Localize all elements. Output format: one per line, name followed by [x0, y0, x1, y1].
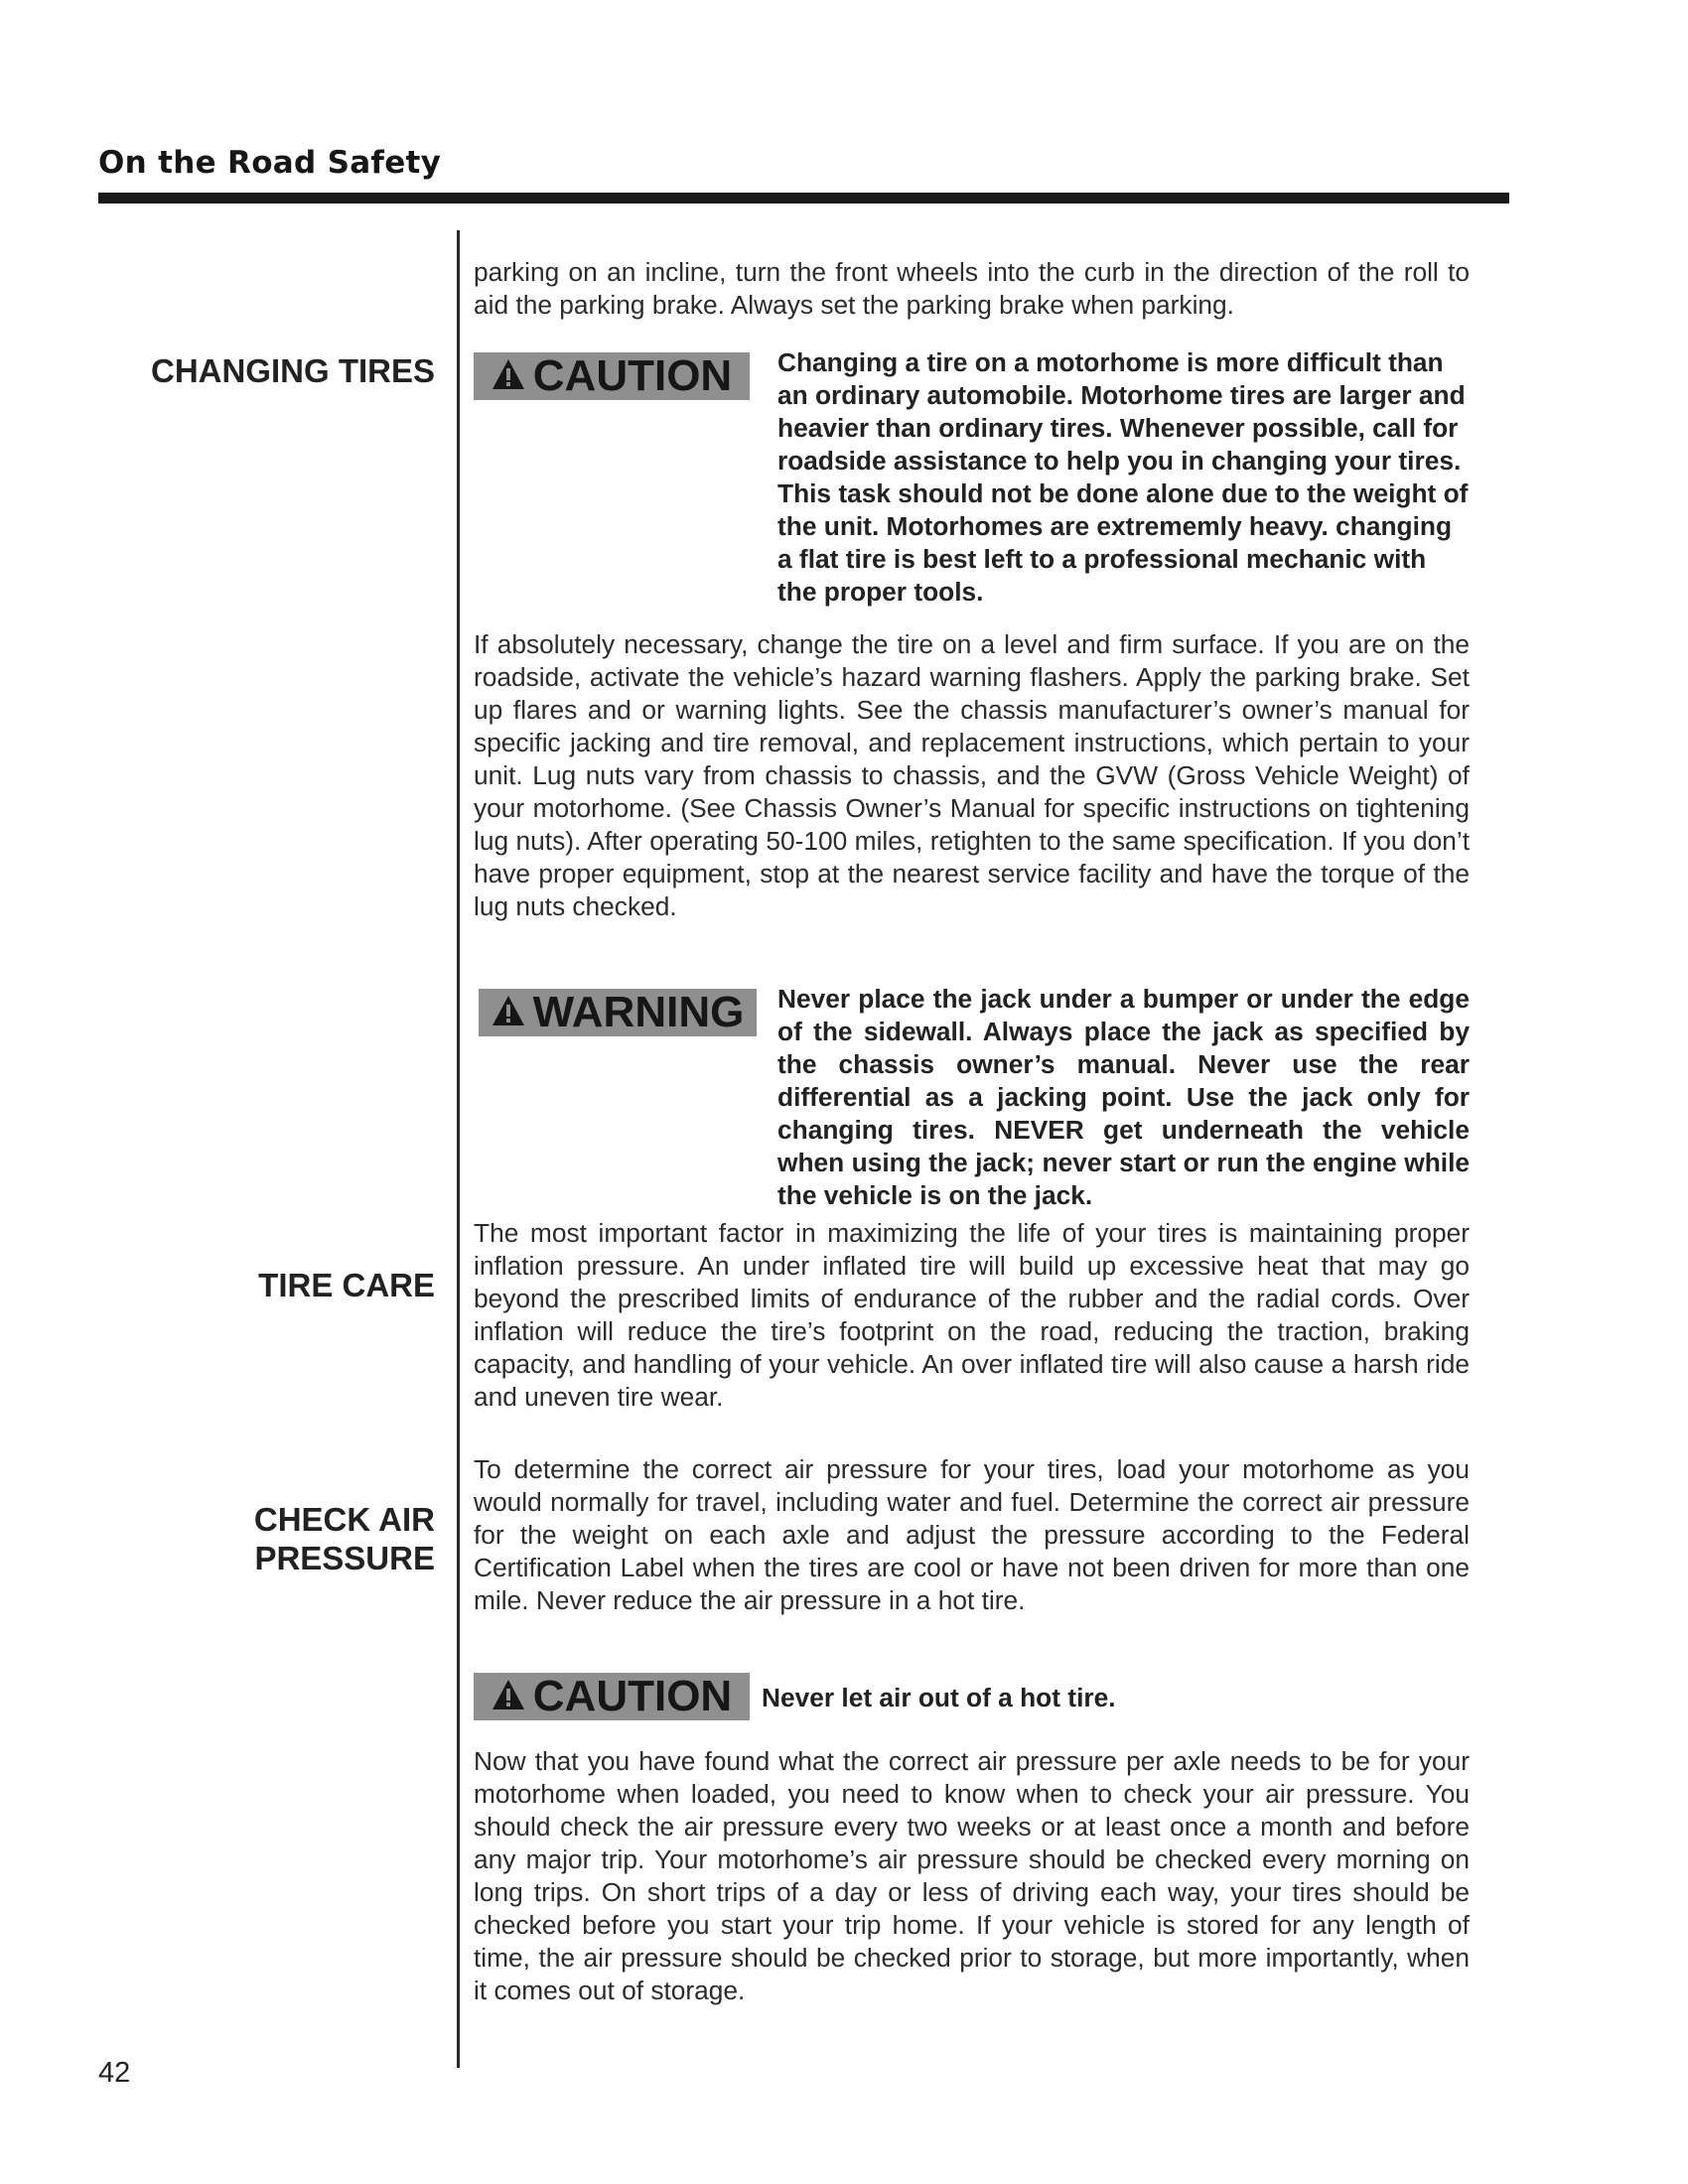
- section-heading-tire-care: TIRE CARE: [258, 1267, 435, 1303]
- warning-label: WARNING: [532, 988, 745, 1036]
- section-heading-line: PRESSURE: [254, 1540, 435, 1576]
- warning-triangle-icon: [492, 1675, 525, 1718]
- caution-label: CAUTION: [532, 1672, 733, 1720]
- page-number: 42: [98, 2057, 131, 2089]
- paragraph-check-schedule: Now that you have found what the correct air pressure per axle needs to be for your motorhome when loaded, you need to know when to check your air pressure. You should check the air pressure every two weeks or at least once a month and before any major trip. Your motorhome’s air pressure should be checked every morning on long trips. On short trips of a day or less of driving each way, your tires should be checked before you start your trip home. If your vehicle is stored for any length of time, the air pressure should be checked prior to storage, but more importantly, when it comes out of storage.: [474, 1746, 1470, 2005]
- warning-text: Never place the jack under a bumper or under the edge of the sidewall. Always place the jack as specified by the chassis owner’s manual. Never use the rear differential as a jacking point. Use the jack only for changing tires. NEVER get underneath the vehicle when using the jack; never start or run the engine while the vehicle is on the jack.: [777, 984, 1470, 1210]
- page-header-title: On the Road Safety: [98, 145, 442, 181]
- paragraph-tire-care: The most important factor in maximizing the life of your tires is maintaining proper inflation pressure. An under inflated tire will build up excessive heat that may go beyond the prescribed limits of endurance of the rubber and the radial cords. Over inflation will reduce the tire’s footprint on the road, reducing the traction, braking capacity, and handling of your vehicle. An over inflated tire will also cause a harsh ride and uneven tire wear.: [474, 1218, 1470, 1412]
- paragraph-changing-procedure: If absolutely necessary, change the tire on a level and firm surface. If you are on the roadside, activate the vehicle’s hazard warning flashers. Apply the parking brake. Set up flares and or warning lights. See the chassis manufacturer’s owner’s manual for specific jacking and tire removal, and replacement instructions, which pertain to your unit. Lug nuts vary from chassis to chassis, and the GVW (Gross Vehicle Weight) of your motorhome. (See Chassis Owner’s Manual for specific instructions on tightening lug nuts). After operating 50-100 miles, retighten to the same specification. If you don’t have proper equipment, stop at the nearest service facility and have the torque of the lug nuts checked.: [474, 629, 1470, 921]
- paragraph-parking: parking on an incline, turn the front wheels into the curb in the direction of the roll to aid the parking brake. Always set the parking brake when parking.: [474, 257, 1470, 320]
- section-heading-changing-tires: CHANGING TIRES: [150, 352, 435, 389]
- warning-triangle-icon: [492, 354, 525, 398]
- warning-triangle-icon: [492, 991, 525, 1034]
- section-heading-line: CHECK AIR: [253, 1501, 435, 1538]
- section-heading-check-air-pressure: [254, 1500, 435, 1577]
- header-rule: [98, 193, 1509, 204]
- caution-label: CAUTION: [532, 351, 733, 400]
- column-divider: [457, 230, 460, 2068]
- caution-badge: [474, 1673, 750, 1720]
- caution-text: Never let air out of a hot tire.: [762, 1683, 1116, 1712]
- caution-badge: [474, 352, 750, 400]
- warning-badge: [479, 989, 757, 1036]
- paragraph-air-pressure: To determine the correct air pressure for your tires, load your motorhome as you would normally for travel, including water and fuel. Determine the correct air pressure for the weight on each axle and adjust the pressure according to the Federal Certification Label when the tires are cool or have not been driven for more than one mile. Never reduce the air pressure in a hot tire.: [474, 1454, 1470, 1615]
- caution-text: Changing a tire on a motorhome is more difficult than an ordinary automobile. Motorhome tires are larger and heavier than ordinary tires. Whenever possible, call for roadside assistance to help you in changing your tires. This task should not be done alone due to the weight of the unit. Motorhomes are extrememly heavy. changing a flat tire is best left to a professional mechanic with the proper tools.: [777, 347, 1469, 607]
